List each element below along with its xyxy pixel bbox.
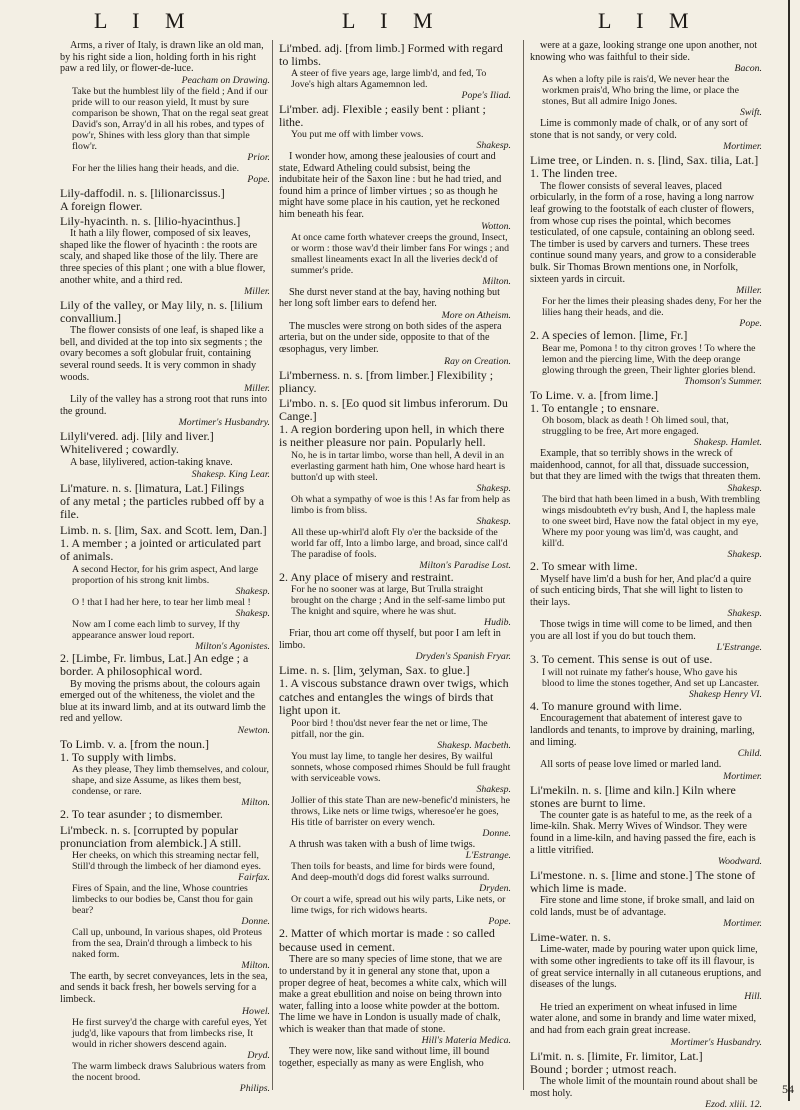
citation: Dryden. <box>479 883 511 895</box>
headword-lime-water: Lime-water. n. s. <box>530 930 611 945</box>
entry-text: Example, that so terribly shows in the wreck of maidenhood, cannot, for all that, dissuade succession, but that they are limed with the twigs that threaten them. <box>530 448 761 483</box>
entry-text: Lime-water, made by pouring water upon quick lime, with some other ingredients to take off its ill flavour, is of great service internally in all cutaneous eruptions, and diseases of the lungs. <box>530 944 762 991</box>
quotation: At once came forth whatever creeps the ground, Insect, or worm : those wav'd their limber fans For wings ; and smallest lineaments exact In all the liveries deck'd of summer's pride. <box>291 231 510 276</box>
citation: Dryden's Spanish Fryar. <box>415 651 511 663</box>
entry-text: The flower consists of several leaves, placed orbicularly, in the form of a rose, having a long narrow leaf growing to the footstalk of each cluster of flowers, from whose cup rises the pointal, which becomes testiculated, of one capsule, containing an oblong seed. The timber is used by carvers and turners. These trees continue sound many years, and grow to a considerable bulk. Sir Thomas Brown mentions one, in Norfolk, sixteen yards in circuit. <box>530 180 757 285</box>
headword-limature: Li'mature. n. s. [limatura, Lat.] Filings <box>60 480 245 495</box>
citation: Donne. <box>482 827 511 839</box>
headword-lime: Lime. n. s. [lim, ʒelyman, Sax. to glue.] <box>279 663 470 678</box>
citation: Pope. <box>739 318 762 330</box>
running-header-center: L I M <box>342 8 443 33</box>
headword-lime-tree: Lime tree, or Linden. n. s. [lind, Sax. tilia, Lat.] <box>530 153 759 168</box>
citation: Mortimer. <box>723 770 762 782</box>
entry-text: were at a gaze, looking strange one upon another, not knowing who was faithful to their side. <box>530 40 758 63</box>
quotation: For her the lilies hang their heads, and die. <box>72 162 240 174</box>
entry-text: She durst never stand at the bay, having nothing but her long soft limber ears to defend her. <box>279 286 500 310</box>
quotation: Fires of Spain, and the line, Whose countries limbecks to our bodies be, Canst thou for gain bear? <box>72 882 253 916</box>
definition: A foreign flower. <box>60 198 143 213</box>
citation: Mortimer's Husbandry. <box>178 417 270 429</box>
quotation: A second Hector, for his grim aspect, And large proportion of his strong knit limbs. <box>72 563 259 586</box>
headword-limberness: Li'mberness. n. s. [from limber.] Flexibility ; pliancy. <box>279 367 494 395</box>
headword-limb: Limb. n. s. [lim, Sax. and Scott. lem, Dan.] <box>60 522 267 537</box>
quotation: He first survey'd the charge with careful eyes, Yet judg'd, like vapours that from limbecks rise, It would in richer showers descend again. <box>72 1016 267 1050</box>
citation: Hill's Materia Medica. <box>421 1035 511 1047</box>
definition: 2. To smear with lime. <box>530 559 638 573</box>
entry-text: Lime is commonly made of chalk, or of any sort of stone that is not sandy, or very cold. <box>530 118 748 141</box>
headword-limit: Li'mit. n. s. [limite, Fr. limitor, Lat.] <box>530 1048 703 1063</box>
citation: Shakesp Henry VI. <box>688 688 762 700</box>
quotation: For he no sooner was at large, But Trulla straight brought on the charge ; And in the self-same limbo put The knight and squire, where he was shut. <box>291 584 506 618</box>
citation: Milton's Agonistes. <box>195 640 270 652</box>
quotation: All these up-whirl'd aloft Fly o'er the backside of the world far off, Into a limbo large, and broad, since call'd The paradise of fools. <box>291 526 508 560</box>
definition: 1. A viscous substance drawn over twigs, which catches and entangles the wings of birds that light upon it. <box>279 676 509 718</box>
definition: 1. To entangle ; to ensnare. <box>530 400 660 415</box>
definition: 2. To tear asunder ; to dismember. <box>60 807 223 822</box>
citation: Ray on Creation. <box>444 355 511 367</box>
definition: 1. To supply with limbs. <box>60 749 177 764</box>
citation: Philips. <box>239 1082 270 1094</box>
headword-limekiln: Li'mekiln. n. s. [lime and kiln.] Kiln where stones are burnt to lime. <box>530 782 736 810</box>
citation: Ezod. xliii. 12. <box>705 1099 762 1110</box>
citation: Woodward. <box>717 856 762 868</box>
citation: Peacham on Drawing. <box>181 74 270 86</box>
citation: Prior. <box>247 151 270 163</box>
citation: Hill. <box>744 990 762 1002</box>
citation: Thomson's Summer. <box>684 375 762 387</box>
column-right <box>523 40 762 1110</box>
citation: Shakesp. Macbeth. <box>437 739 511 751</box>
entry-text: By moving the prisms about, the colours again emerged out of the whiteness, the violet and the blue at its inward limb, and at its outward limb the red and yellow. <box>60 678 266 725</box>
quotation: Call up, unbound, In various shapes, old Proteus from the sea, Drain'd through a limbeck to his naked form. <box>72 926 262 960</box>
definition: 3. To cement. This sense is out of use. <box>530 652 713 667</box>
quotation: Take but the humblest lily of the field ; And if our pride will to our reason yield, It must by sure comparison be shown, That on the regal seat great David's son, Array'd in all his robes, and types of pow'r, Shines with less glory than that simple flow'r. <box>72 85 269 152</box>
entry-text: All sorts of pease love limed or marled land. <box>540 759 722 771</box>
quotation: Her cheeks, on which this streaming nectar fell, Still'd through the limbeck of her diamond eyes. <box>72 849 261 872</box>
citation: Howel. <box>241 1005 270 1017</box>
entry-text: Myself have lim'd a bush for her, And plac'd a quire of such enticing birds, That she will light to listen to their lays. <box>530 573 752 608</box>
quotation: Then toils for beasts, and lime for birds were found, And deep-mouth'd dogs did forest walks surround. <box>291 861 495 884</box>
citation: L'Estrange. <box>716 642 762 654</box>
citation: Dryd. <box>247 1049 270 1061</box>
entry-text: A base, lilylivered, action-taking knave. <box>70 456 233 468</box>
citation: Shakesp. <box>476 482 511 494</box>
citation: Miller. <box>736 285 762 297</box>
entry-text: He tried an experiment on wheat infused in lime water alone, and some in brandy and lime water mixed, and had from each grain great increase. <box>530 1001 757 1036</box>
citation: Donne. <box>241 915 270 927</box>
quotation: Or court a wife, spread out his wily parts, Like nets, or lime twigs, for rich widows hearts. <box>291 894 506 917</box>
definition: of any metal ; the particles rubbed off by a file. <box>60 493 265 521</box>
entry-text: The flower consists of one leaf, is shaped like a bell, and divided at the top into six segments ; the ovary becomes a soft globular fruit, containing several round seeds. It is very common in shady woods. <box>60 325 264 383</box>
headword-limbo: Li'mbo. n. s. [Eo quod sit limbus inferorum. Du Cange.] <box>279 395 508 423</box>
quotation: A steer of five years age, large limb'd, and fed, To Jove's high altars Agamemnon led. <box>291 68 487 90</box>
headword-to-limb: To Limb. v. a. [from the noun.] <box>60 736 210 751</box>
entry-text: The muscles were strong on both sides of the aspera arteria, but on the under side, opposite to that of the œsophagus, very limber. <box>279 320 502 355</box>
entry-text: It hath a lily flower, composed of six leaves, shaped like the flower of hyacinth : the roots are scaly, and shaped like those of the lily. There are three species of this plant ; one with a blue flower, another white, and a third red. <box>60 228 266 286</box>
citation: Shakesp. Hamlet. <box>693 437 762 449</box>
citation: Shakesp. <box>235 585 270 597</box>
definition: 2. Matter of which mortar is made : so called because used in cement. <box>279 926 495 954</box>
running-header-right: L I M <box>598 8 699 33</box>
citation: Shakesp. <box>727 549 762 560</box>
citation: Child. <box>737 748 762 760</box>
citation: Pope. <box>247 173 270 185</box>
entry-text: There are so many species of lime stone, that we are to understand by it in general any stone that, upon a proper degree of heat, becomes a white calx, which will make a great ebullition and noise on being thrown into water, falling into a loose white powder at the bottom. The lime we have in London is usually made of chalk, which is weaker than that made of stone. <box>279 954 507 1035</box>
entry-text: The earth, by secret conveyances, lets in the sea, and sends it back fresh, her bowels serving for a limbeck. <box>60 970 268 1006</box>
quotation: No, he is in tartar limbo, worse than hell, A devil in an everlasting garment hath him, One whose hard heart is button'd up with steel. <box>291 449 506 483</box>
headword-lily-hyacinth: Lily-hyacinth. n. s. [lilio-hyacinthus.] <box>60 214 241 229</box>
definition: 2. Any place of misery and restraint. <box>279 569 454 584</box>
citation: Milton's Paradise Lost. <box>419 559 511 571</box>
entry-text: Those twigs in time will come to be limed, and then you are all lost if you do but touch them. <box>530 619 752 642</box>
quotation: Bear me, Pomona ! to thy citron groves ! To where the lemon and the piercing lime, With the deep orange glowing through the green, Their lighter glories blend. <box>542 342 756 376</box>
citation: Milton. <box>482 275 511 287</box>
entry-text: A thrush was taken with a bush of lime twigs. <box>289 838 476 850</box>
citation: L'Estrange. <box>465 850 511 862</box>
definition: 1. A member ; a jointed or articulated part of animals. <box>60 535 261 563</box>
citation: Wotton. <box>481 220 511 232</box>
citation: Swift. <box>739 107 762 119</box>
quotation: The warm limbeck draws Salubrious waters from the nocent brood. <box>72 1060 266 1083</box>
citation: Hudib. <box>484 617 511 629</box>
quotation: For her the limes their pleasing shades deny, For her the lilies hang their heads, and die. <box>542 296 762 319</box>
entry-text: The whole limit of the mountain round about shall be most holy. <box>530 1076 758 1099</box>
quotation: Poor bird ! thou'dst never fear the net or lime, The pitfall, nor the gin. <box>291 717 488 740</box>
citation: Mortimer. <box>723 141 762 153</box>
headword-limbed: Li'mbed. adj. [from limb.] Formed with regard to limbs. <box>279 41 503 68</box>
quotation: Oh what a sympathy of woe is this ! As far from help as limbo is from bliss. <box>291 493 511 516</box>
citation: Newton. <box>237 724 270 736</box>
entry-text: I wonder how, among these jealousies of court and state, Edward Atheling could subsist, being the indubitate heir of the Saxon line : but he had tried, and found him a prince of limber virtues ; so as though he might have some place in his caution, yet he reckoned him beneath his fear. <box>279 151 502 220</box>
entry-text: They were now, like sand without lime, ill bound together, especially as many as were English, who <box>279 1046 490 1070</box>
citation: Shakesp. <box>476 140 511 151</box>
citation: Shakesp. <box>476 783 511 795</box>
entry-text: Lily of the valley has a strong root that runs into the ground. <box>60 394 267 417</box>
headword-lily-daffodil: Lily-daffodil. n. s. [lilionarcissus.] <box>60 185 225 200</box>
quotation: Oh bosom, black as death ! Oh limed soul, that, struggling to be free, Art more engaged. <box>542 415 729 438</box>
citation: Shakesp. <box>476 515 511 527</box>
definition: 1. A region bordering upon hell, in which there is neither pleasure nor pain. Popularly hell. <box>279 421 505 450</box>
quotation: You put me off with limber vows. <box>291 129 424 140</box>
headword-limber: Li'mber. adj. Flexible ; easily bent : pliant ; lithe. <box>279 102 486 129</box>
quotation: As they please, They limb themselves, and colour, shape, and size Assume, as likes them best, condense, or rare. <box>72 764 269 798</box>
quotation: O ! that I had her here, to tear her limb meal ! <box>72 596 251 608</box>
quotation: As when a lofty pile is rais'd, We never hear the workmen prais'd, Who bring the lime, or place the stones, But all admire Inigo Jones. <box>542 74 739 108</box>
quotation: Jollier of this state Than are new-benefic'd ministers, he throws, Like nets or lime twigs, wheresoe'er he goes, His title of barrister on every wench. <box>291 794 510 828</box>
definition: 2. [Limbe, Fr. limbus, Lat.] An edge ; a border. A philosophical word. <box>60 650 249 678</box>
quotation: Now am I come each limb to survey, If thy appearance answer loud report. <box>72 618 241 641</box>
quotation: You must lay lime, to tangle her desires, By wailful sonnets, whose composed rhimes Should be full fraught with serviceable vows. <box>291 750 511 784</box>
citation: Shakesp. <box>727 483 762 494</box>
citation: Bacon. <box>734 63 762 75</box>
definition: 2. A species of lemon. [lime, Fr.] <box>530 328 688 343</box>
citation: Mortimer. <box>723 918 762 930</box>
definition: 1. The linden tree. <box>530 166 618 181</box>
citation: Shakesp. <box>727 608 762 620</box>
entry-text: Encouragement that abatement of interest gave to landlords and tenants, to improve by draining, marling, and liming. <box>530 713 755 748</box>
citation: More on Atheism. <box>441 309 511 321</box>
column-left <box>60 40 270 1094</box>
citation: Shakesp. <box>235 607 270 619</box>
citation: Milton. <box>241 959 270 971</box>
definition: Whitelivered ; cowardly. <box>60 442 179 457</box>
citation: Pope. <box>488 916 511 928</box>
citation: Milton. <box>241 797 270 809</box>
citation: Pope's Iliad. <box>461 90 511 101</box>
running-header-left: L I M <box>94 8 195 33</box>
column-center <box>272 40 511 1090</box>
entry-text: The counter gate is as hateful to me, as the reek of a lime-kiln. Shak. Merry Wives of Windsor. They were found in a lime-kiln, and having passed the fire, each is a little vitrified. <box>530 809 756 856</box>
entry-text: Fire stone and lime stone, if broke small, and laid on cold lands, must be of advantage. <box>530 895 755 918</box>
citation: Mortimer's Husbandry. <box>670 1036 762 1048</box>
headword-limestone: Li'mestone. n. s. [lime and stone.] The stone of which lime is made. <box>530 868 756 896</box>
headword-lilylivered: Lilyli'vered. adj. [lily and liver.] <box>60 429 214 444</box>
citation: Shakesp. King Lear. <box>191 468 270 480</box>
definition: 4. To manure ground with lime. <box>530 698 682 713</box>
citation: Miller. <box>244 383 270 395</box>
headword-limbeck: Li'mbeck. n. s. [corrupted by popular pronunciation from alembick.] A still. <box>60 822 242 850</box>
quotation: I will not ruinate my father's house, Who gave his blood to lime the stones together, And set up Lancaster. <box>542 666 759 689</box>
entry-text: Arms, a river of Italy, is drawn like an old man, by his right side a lion, holding forth in his right paw a red lily, or flower-de-luce. <box>60 40 264 75</box>
headword-to-lime: To Lime. v. a. [from lime.] <box>530 387 659 402</box>
running-headers <box>0 8 800 38</box>
quotation: The bird that hath been limed in a bush, With trembling wings misdoubteth ev'ry bush, And I, the hapless male to one sweet bird, Have now the fatal object in my eye, Where my poor young was lim'd, was caught, and kill'd. <box>542 494 760 549</box>
definition: Bound ; border ; utmost reach. <box>530 1061 677 1076</box>
entry-text: Friar, thou art come off thyself, but poor I am left in limbo. <box>279 628 501 651</box>
citation: Fairfax. <box>238 871 270 883</box>
page-number: 54 <box>782 1082 794 1096</box>
page-edge-rule <box>788 0 790 1101</box>
citation: Miller. <box>244 286 270 298</box>
headword-lily-of-the-valley: Lily of the valley, or May lily, n. s. [lilium convallium.] <box>60 298 263 326</box>
